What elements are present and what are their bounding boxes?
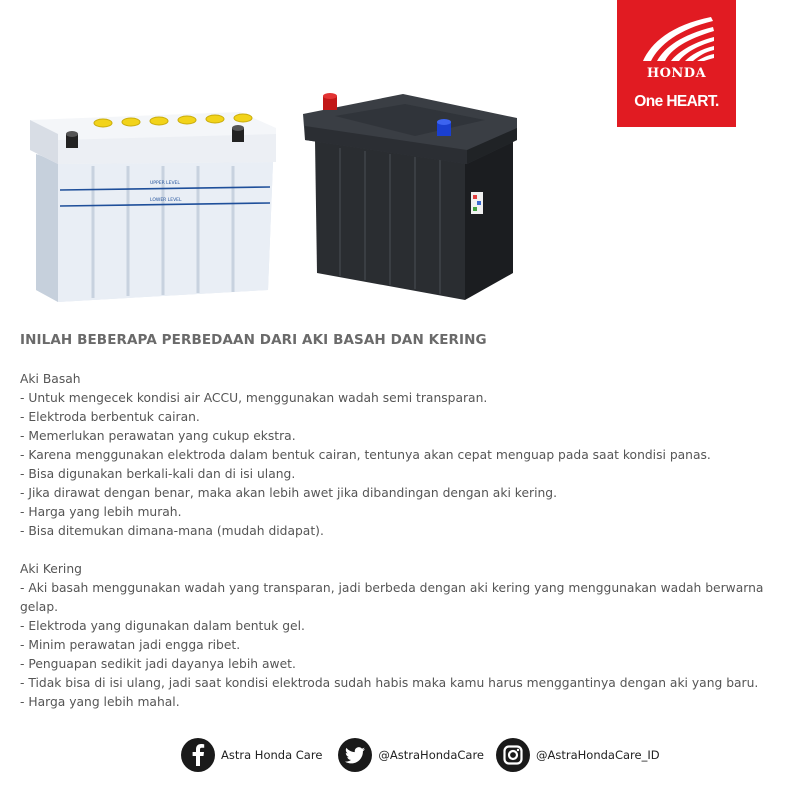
- instagram-icon: [496, 738, 530, 772]
- upper-level-label: UPPER LEVEL: [150, 181, 180, 186]
- lower-level-label: LOWER LEVEL: [150, 198, 182, 203]
- wet-battery-image: [18, 90, 283, 305]
- social-label: Astra Honda Care: [221, 748, 323, 762]
- section-heading: Aki Kering: [20, 562, 82, 576]
- list-item: - Harga yang lebih mahal.: [20, 695, 180, 709]
- list-item: - Elektroda berbentuk cairan.: [20, 410, 200, 424]
- honda-logo: [617, 0, 736, 127]
- social-twitter[interactable]: [338, 738, 484, 772]
- twitter-icon: [338, 738, 372, 772]
- list-item: - Untuk mengecek kondisi air ACCU, menggunakan wadah semi transparan.: [20, 391, 488, 405]
- list-item: - Elektroda yang digunakan dalam bentuk gel.: [20, 619, 305, 633]
- list-item: - Minim perawatan jadi engga ribet.: [20, 638, 241, 652]
- dry-battery-image: [295, 78, 525, 303]
- section-aki-kering: [20, 560, 795, 712]
- social-label: @AstraHondaCare: [378, 748, 484, 762]
- list-item: - Jika dirawat dengan benar, maka akan lebih awet jika dibandingan dengan aki kering.: [20, 486, 558, 500]
- list-item: - Tidak bisa di isi ulang, jadi saat kondisi elektroda sudah habis maka kamu harus menggantinya dengan aki yang baru.: [20, 676, 759, 690]
- list-item: - Karena menggunakan elektroda dalam bentuk cairan, tentunya akan cepat menguap pada saat kondisi panas.: [20, 448, 711, 462]
- honda-brand-name: HONDA: [646, 66, 707, 81]
- honda-tagline: One HEART.: [634, 93, 719, 110]
- list-item: - Memerlukan perawatan yang cukup ekstra.: [20, 429, 296, 443]
- list-item: - Harga yang lebih murah.: [20, 505, 182, 519]
- list-item: - Bisa ditemukan dimana-mana (mudah didapat).: [20, 524, 324, 538]
- honda-wing-icon: [637, 15, 717, 63]
- social-label: @AstraHondaCare_ID: [536, 748, 660, 762]
- list-item: - Aki basah menggunakan wadah yang transparan, jadi berbeda dengan aki kering yang menggunakan wadah berwarna gelap.: [20, 581, 764, 614]
- social-links: [181, 737, 660, 773]
- section-heading: Aki Basah: [20, 372, 81, 386]
- facebook-icon: [181, 738, 215, 772]
- social-instagram[interactable]: [496, 738, 660, 772]
- social-facebook[interactable]: [181, 738, 322, 772]
- page-title: INILAH BEBERAPA PERBEDAAN DARI AKI BASAH DAN KERING: [20, 332, 487, 348]
- list-item: - Bisa digunakan berkali-kali dan di isi ulang.: [20, 467, 296, 481]
- section-aki-basah: [20, 370, 795, 541]
- list-item: - Penguapan sedikit jadi dayanya lebih awet.: [20, 657, 296, 671]
